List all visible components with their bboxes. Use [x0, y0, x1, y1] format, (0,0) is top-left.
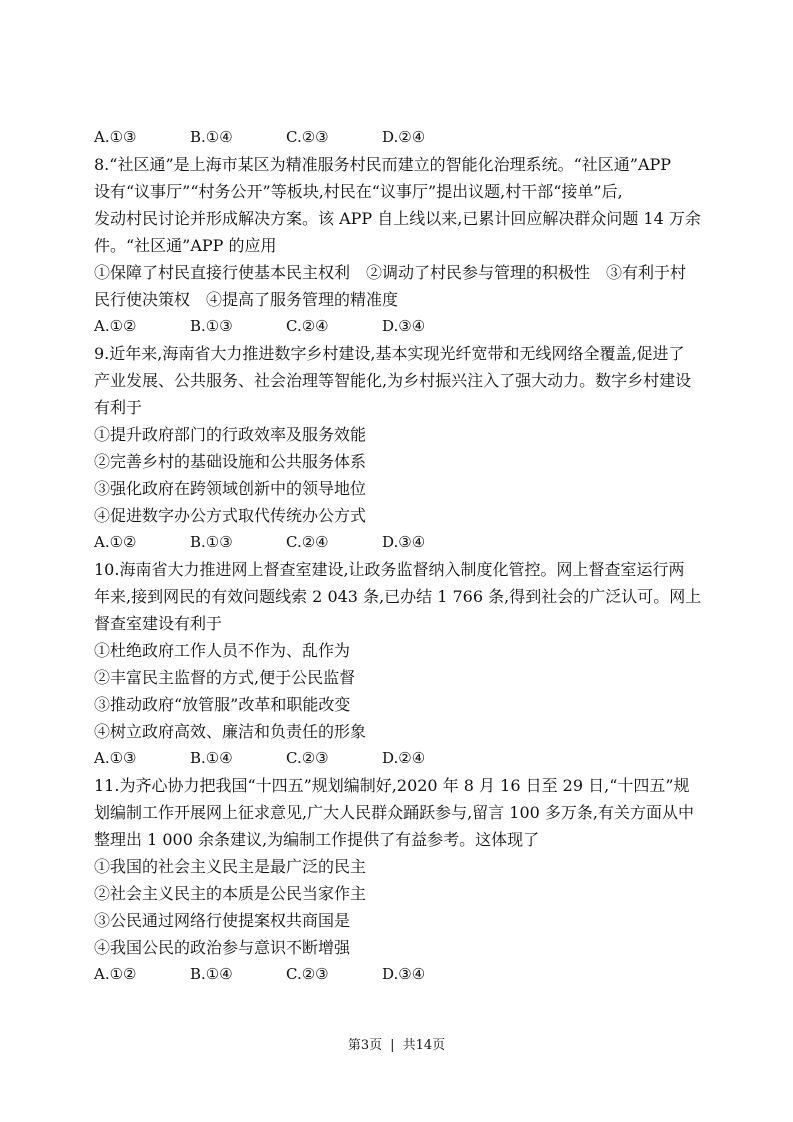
- option-b: B.①④: [190, 128, 233, 146]
- question-line: 件。“社区通”APP 的应用: [94, 236, 277, 255]
- option-d: D.②④: [382, 128, 426, 146]
- option-a: A.①③: [94, 128, 137, 146]
- option-a: A.①②: [94, 317, 137, 335]
- statement-line: ①杜绝政府工作人员不作为、乱作为: [94, 641, 351, 660]
- page-content: [94, 124, 702, 988]
- statement-line: 民行使决策权 ④提高了服务管理的精准度: [94, 290, 399, 309]
- question-line: 8.“社区通”是上海市某区为精准服务村民而建立的智能化治理系统。“社区通”APP: [94, 155, 672, 174]
- option-a: A.①③: [94, 749, 137, 767]
- question-9: [94, 340, 702, 556]
- option-c: C.②③: [286, 749, 329, 767]
- option-c: C.②④: [286, 317, 329, 335]
- statement-line: ①保障了村民直接行使基本民主权利 ②调动了村民参与管理的积极性 ③有利于村: [94, 263, 687, 282]
- option-b: B.①④: [190, 965, 233, 983]
- statement-line: ①提升政府部门的行政效率及服务效能: [94, 425, 367, 444]
- option-d: D.③④: [382, 965, 426, 983]
- question-line: 10.海南省大力推进网上督查室建设,让政务监督纳入制度化管控。网上督查室运行两: [94, 560, 685, 579]
- option-a: A.①②: [94, 965, 137, 983]
- question-8: [94, 151, 702, 340]
- answer-options: [94, 745, 702, 772]
- option-d: D.③④: [382, 317, 426, 335]
- previous-question-options: [94, 124, 702, 151]
- question-line: 11.为齐心协力把我国“十四五”规划编制好,2020 年 8 月 16 日至 29 日,“十四五”规: [94, 776, 690, 795]
- answer-options: [94, 961, 702, 988]
- question-line: 设有“议事厅”“村务公开”等板块,村民在“议事厅”提出议题,村干部“接单”后,: [94, 182, 623, 201]
- statement-line: ③公民通过网络行使提案权共商国是: [94, 911, 351, 930]
- question-10: [94, 556, 702, 772]
- question-line: 整理出 1 000 余条建议,为编制工作提供了有益参考。这体现了: [94, 830, 540, 849]
- statement-line: ②社会主义民主的本质是公民当家作主: [94, 884, 367, 903]
- option-b: B.①④: [190, 749, 233, 767]
- answer-options: [94, 529, 702, 556]
- option-d: D.③④: [382, 533, 426, 551]
- question-11: [94, 772, 702, 988]
- statement-line: ④促进数字办公方式取代传统办公方式: [94, 506, 367, 525]
- answer-options: [94, 313, 702, 340]
- page-footer: [0, 1036, 793, 1056]
- option-a: A.①②: [94, 533, 137, 551]
- statement-line: ①我国的社会主义民主是最广泛的民主: [94, 857, 367, 876]
- option-c: C.②③: [286, 965, 329, 983]
- option-c: C.②③: [286, 128, 329, 146]
- statement-line: ④树立政府高效、廉洁和负责任的形象: [94, 722, 367, 741]
- option-b: B.①③: [190, 533, 233, 551]
- question-line: 发动村民讨论并形成解决方案。该 APP 自上线以来,已累计回应解决群众问题 14 万余: [94, 209, 701, 228]
- total-pages: 共14页: [402, 1038, 446, 1053]
- statement-line: ③强化政府在跨领域创新中的领导地位: [94, 479, 367, 498]
- page-number: 第3页: [347, 1038, 383, 1053]
- statement-line: ②完善乡村的基础设施和公共服务体系: [94, 452, 367, 471]
- question-line: 9.近年来,海南省大力推进数字乡村建设,基本实现光纤宽带和无线网络全覆盖,促进了: [94, 344, 685, 363]
- question-line: 划编制工作开展网上征求意见,广大人民群众踊跃参与,留言 100 多万条,有关方面从中: [94, 803, 694, 822]
- option-d: D.②④: [382, 749, 426, 767]
- statement-line: ④我国公民的政治参与意识不断增强: [94, 938, 351, 957]
- question-line: 有利于: [94, 398, 143, 417]
- option-c: C.②④: [286, 533, 329, 551]
- statement-line: ③推动政府“放管服”改革和职能改变: [94, 695, 351, 714]
- option-b: B.①③: [190, 317, 233, 335]
- footer-separator: |: [390, 1038, 395, 1053]
- question-line: 年来,接到网民的有效问题线索 2 043 条,已办结 1 766 条,得到社会的广泛认可。网上: [94, 587, 702, 606]
- question-line: 产业发展、公共服务、社会治理等智能化,为乡村振兴注入了强大动力。数字乡村建设: [94, 371, 692, 390]
- question-line: 督查室建设有利于: [94, 614, 223, 633]
- statement-line: ②丰富民主监督的方式,便于公民监督: [94, 668, 356, 687]
